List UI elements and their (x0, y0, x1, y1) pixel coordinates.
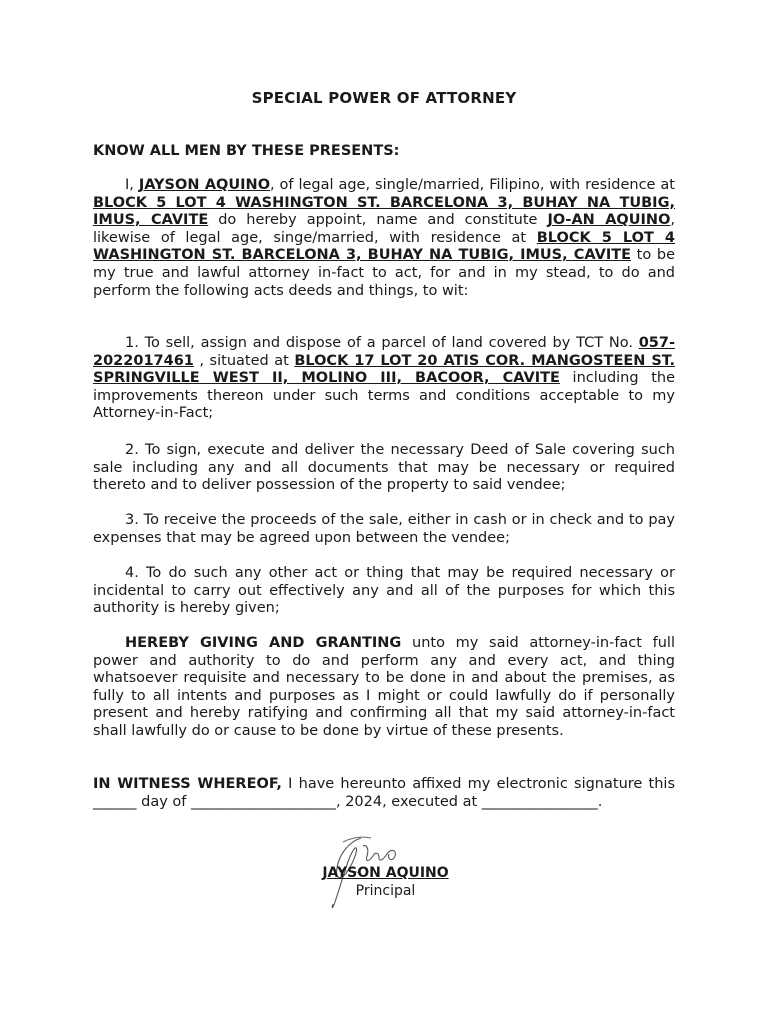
document-title: SPECIAL POWER OF ATTORNEY (251, 89, 517, 107)
witness-lead: IN WITNESS WHEREOF, (93, 776, 282, 792)
principal-name: JAYSON AQUINO (138, 177, 271, 193)
intro-paragraph (93, 177, 675, 300)
granting-paragraph (93, 635, 675, 741)
witness-paragraph (93, 776, 675, 811)
property-location: BLOCK 17 LOT 20 ATIS COR. MANGOSTEEN ST. SPRINGVILLE WEST II, MOLINO III, BACOOR, CAVITE (93, 352, 675, 387)
tct-number: 057-2022017461 (93, 335, 675, 369)
item1-text-2: , situated at (193, 352, 295, 369)
intro-text-3: do hereby appoint, name and constitute (208, 212, 548, 229)
signature-block (303, 828, 468, 914)
intro-text-2: , of legal age, single/married, Filipino, with residence at (270, 177, 675, 193)
item-1-paragraph (93, 335, 675, 423)
intro-text-4: , likewise of legal age, singe/married, with residence at (93, 212, 675, 246)
intro-text-1: I, (125, 177, 139, 193)
principal-address: BLOCK 5 LOT 4 WASHINGTON ST. BARCELONA 3, BUHAY NA TUBIG, IMUS, CAVITE (93, 194, 675, 229)
item-2-paragraph: 2. To sign, execute and deliver the necessary Deed of Sale covering such sale including any and all documents that may be necessary or required thereto and to deliver possession of the property to said vendee; (93, 442, 675, 494)
witness-body: I have hereunto affixed my electronic signature this ______ day of ____________________, 2024, executed at ________________. (93, 776, 675, 810)
granting-body: unto my said attorney-in-fact full power and authority to do and perform any and every act, and thing whatsoever requisite and necessary to be done in and about the premises, as fully to all intents and purposes as I might or could lawfully do if personally present and hereby ratifying and confirming all that my said attorney-in-fact shall lawfully do or cause to be done by virtue of these presents. (93, 635, 675, 739)
item-3-paragraph: 3. To receive the proceeds of the sale, either in cash or in check and to pay expenses that may be agreed upon between the vendee; (93, 512, 675, 546)
preamble: KNOW ALL MEN BY THESE PRESENTS: (93, 143, 400, 159)
attorney-name: JO-AN AQUINO (547, 212, 671, 229)
signatory-role: Principal (355, 883, 416, 899)
granting-lead: HEREBY GIVING AND GRANTING (125, 635, 402, 651)
item-4-paragraph: 4. To do such any other act or thing that may be required necessary or incidental to carry out effectively any and all of the purposes for which this authority is hereby given; (93, 565, 675, 617)
item1-text-3: including the improvements thereon under such terms and conditions acceptable to my Attorney-in-Fact; (93, 370, 675, 422)
signatory-name: JAYSON AQUINO (322, 865, 449, 881)
intro-text-5: to be my true and lawful attorney in-fact to act, for and in my stead, to do and perform the following acts deeds and things, to wit: (93, 247, 675, 299)
attorney-address: BLOCK 5 LOT 4 WASHINGTON ST. BARCELONA 3, BUHAY NA TUBIG, IMUS, CAVITE (93, 229, 675, 264)
item1-text-1: 1. To sell, assign and dispose of a parcel of land covered by TCT No. (125, 335, 639, 351)
